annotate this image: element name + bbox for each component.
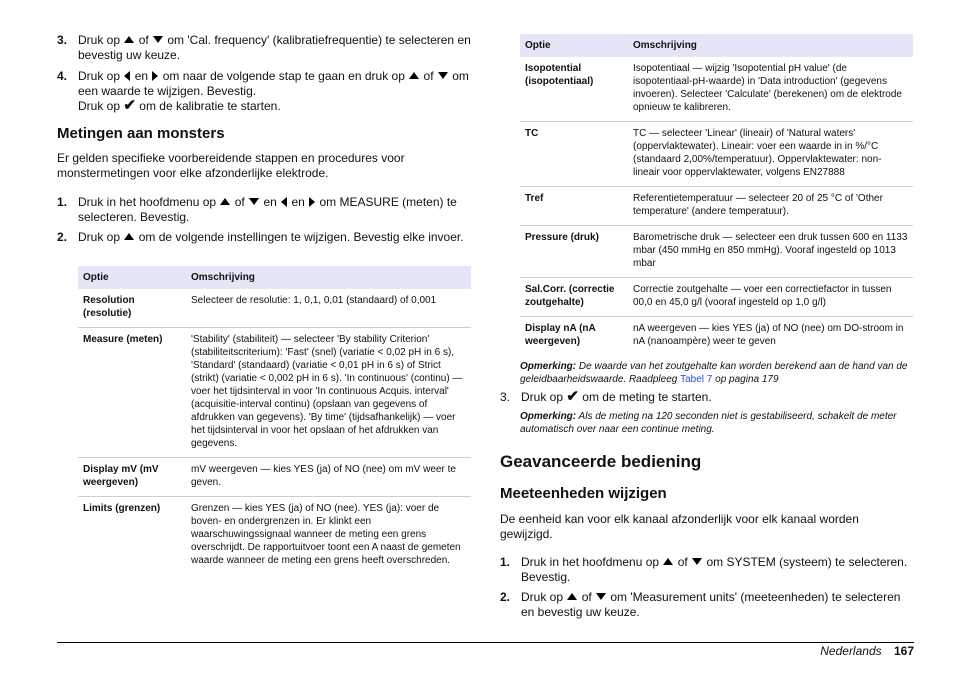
arrow-right-icon — [309, 197, 315, 207]
arrow-right-icon — [152, 71, 158, 81]
note-salinity: Opmerking: De waarde van het zoutgehalte kan worden berekend aan de hand van de geleidbaarheidswaarde. Raadpleeg Tabel 7 op pagina 179 — [520, 361, 908, 385]
section-title-meeteenheden: Meeteenheden wijzigen — [500, 485, 667, 502]
table-row: Display mV (mV weergeven) mV weergeven — kies YES (ja) of NO (nee) om mV weer te geven. — [78, 458, 471, 497]
arrow-left-icon — [281, 197, 287, 207]
top-steps — [57, 33, 471, 120]
table-row: Limits (grenzen) Grenzen — kies YES (ja) of NO (nee). YES (ja): voer de boven- en ondergrenzen in. Er klinkt een waarschuwingssignaal wanneer de meting een grens overschrijdt. De rapportuitvoer toont een A naast de gemeten waarde wanneer de meting een grens heeft overschreden. — [83, 503, 461, 566]
table-row: Sal.Corr. (correctie zoutgehalte) Correctie zoutgehalte — voer een correctiefactor in tussen 00,0 en 45,0 g/l (vooraf ingesteld op 1,0 g/l) — [520, 278, 913, 317]
arrow-up-icon — [220, 198, 230, 205]
arrow-up-icon — [124, 233, 134, 240]
table-row: Display nA (nA weergeven) nA weergeven — kies YES (ja) of NO (nee) om DO-stroom in nA (nanoampère) weer te geven — [525, 323, 904, 347]
options-table-left — [78, 266, 471, 574]
arrow-down-icon — [596, 593, 606, 600]
table-row: TC TC — selecteer 'Linear' (lineair) of 'Natural waters' (oppervlaktewater). Lineair: voer een waarde in in %/°C (standaard 2,00%/temperatuur). Oppervlaktewater: non-lineair voor oppervlaktewater, volgens EN27888 — [520, 122, 913, 187]
table-7-link[interactable]: Tabel 7 — [680, 374, 713, 385]
step-item: 4. Druk op en om naar de volgende stap te gaan en druk op of om een waarde te wijzigen. Bevestig. Druk op ✔ om de kalibratie te starten. — [57, 69, 469, 114]
step-item: 3. Druk op of om 'Cal. frequency' (kalibratiefrequentie) te selecteren en bevestig uw keuze. — [57, 33, 471, 62]
table-row: Isopotential (isopotentiaal) Isopotentiaal — wijzig 'Isopotential pH value' (de isopotentiaal-pH-waarde) in 'Data introduction' (gegevens invoeren). Selecteer 'Calculate' (berekenen) om de elektrode opnieuw te kalibreren. — [520, 57, 913, 122]
step-item: 1. Druk in het hoofdmenu op of om SYSTEM (systeem) te selecteren. Bevestig. — [500, 555, 908, 584]
arrow-up-icon — [124, 36, 134, 43]
checkmark-icon: ✔ — [123, 97, 136, 114]
options-table-right — [520, 34, 913, 355]
arrow-left-icon — [124, 71, 130, 81]
checkmark-icon: ✔ — [566, 388, 579, 405]
main-title-geavanceerde: Geavanceerde bediening — [500, 452, 702, 471]
section-title-metingen: Metingen aan monsters — [57, 125, 225, 142]
measure-steps — [57, 195, 471, 251]
arrow-up-icon — [409, 72, 419, 79]
units-intro-paragraph: De eenheid kan voor elk kanaal afzonderlijk voor elk kanaal worden gewijzigd. — [500, 512, 859, 541]
units-steps — [500, 555, 914, 626]
table-header-description: Omschrijving — [628, 34, 913, 57]
table-row: Resolution (resolutie) Selecteer de resolutie: 1, 0,1, 0,01 (standaard) of 0,001 — [78, 289, 471, 328]
arrow-up-icon — [663, 558, 673, 565]
note-stabilization: Opmerking: Als de meting na 120 seconden niet is gestabiliseerd, schakelt de meter automatisch over naar een continue meting. — [520, 411, 897, 435]
arrow-down-icon — [438, 72, 448, 79]
step-item: 1. Druk in het hoofdmenu op of en en om MEASURE (meten) te selecteren. Bevestig. — [57, 195, 457, 224]
step-item: 2. Druk op om de volgende instellingen te wijzigen. Bevestig elke invoer. — [57, 230, 464, 244]
footer-divider — [57, 642, 914, 643]
arrow-down-icon — [249, 198, 259, 205]
table-header-option: Optie — [520, 34, 628, 57]
table-row: Measure (meten) 'Stability' (stabiliteit) — selecteer 'By stability Criterion' (stabiliteitscriterium): 'Fast' (snel) (variatie < 0,02 pH in 6 s), 'Standard' (standaard) (variatie < 0,01 pH in 6 s) of Strict (strikt) (variatie < 0,002 pH in 6 s). 'In continuous' (continu) — voer het tijdsinterval in voor 'In continuous Acquis. interval' (acquisitie-interval continu) (opslaan van gegevens of afdrukken van gegevens). 'By time' (tijdsafhankelijk) — voer het tijdsinterval in voor het opslaan of het afdrukken van gegevens. — [78, 328, 471, 458]
table-row: Tref Referentietemperatuur — selecteer 20 of 25 °C of 'Other temperature' (andere temperatuur). — [520, 187, 913, 226]
footer — [820, 644, 914, 658]
table-header-option: Optie — [78, 266, 186, 289]
footer-language: Nederlands — [820, 644, 882, 658]
table-row: Pressure (druk) Barometrische druk — selecteer een druk tussen 600 en 1133 mbar (450 mmHg en 850 mmHg). Vooraf ingesteld op 1013 mbar — [520, 226, 913, 278]
intro-paragraph: Er gelden specifieke voorbereidende stappen en procedures voor monstermetingen voor elke afzonderlijke elektrode. — [57, 151, 405, 180]
table-header-description: Omschrijving — [186, 266, 471, 289]
arrow-down-icon — [692, 558, 702, 565]
step-item: 3. Druk op ✔ om de meting te starten. — [500, 388, 712, 405]
arrow-down-icon — [153, 36, 163, 43]
arrow-up-icon — [567, 593, 577, 600]
step-item: 2. Druk op of om 'Measurement units' (meeteenheden) te selecteren en bevestig uw keuze. — [500, 590, 901, 619]
start-measure-step — [500, 390, 914, 411]
page-number: 167 — [893, 644, 914, 658]
